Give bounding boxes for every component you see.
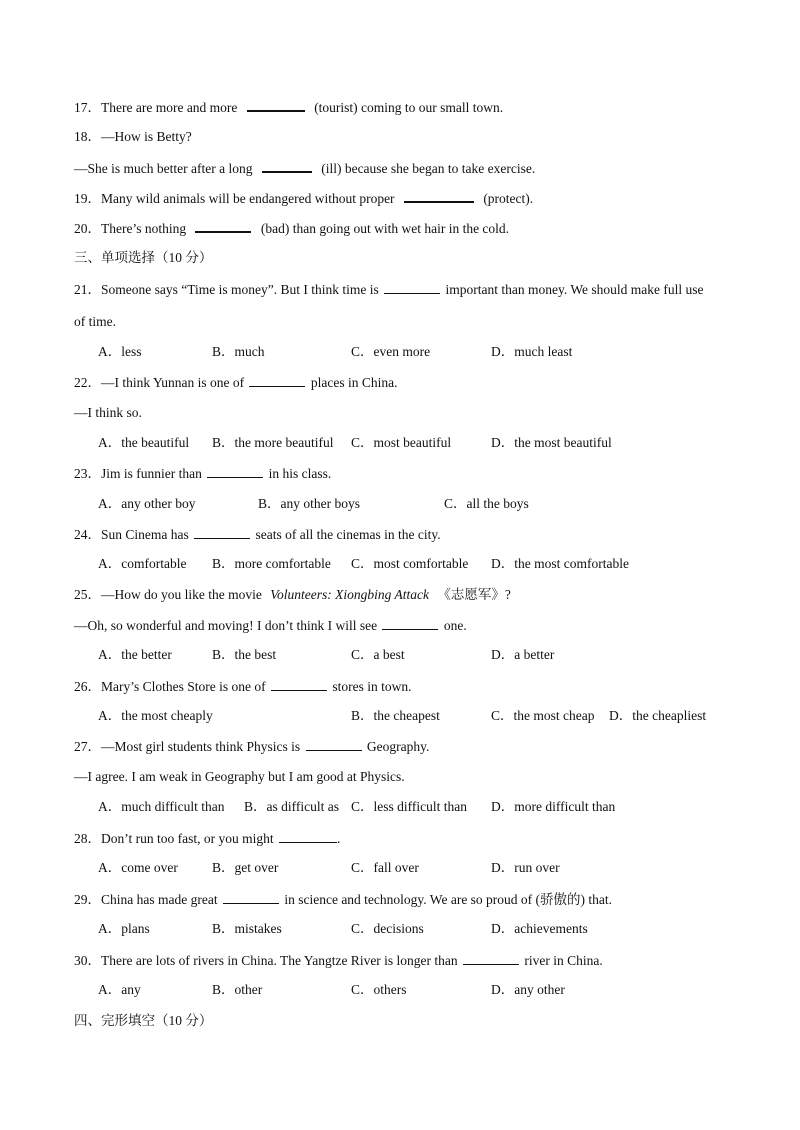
question-text: in science and technology. We are so proud of (骄傲的) that. bbox=[284, 892, 613, 907]
question-text: seats of all the cinemas in the city. bbox=[255, 527, 441, 542]
question-19 bbox=[74, 188, 533, 208]
option-c[interactable]: C．fall over bbox=[351, 860, 419, 875]
question-text: places in China. bbox=[310, 375, 398, 390]
question-18-reply bbox=[74, 158, 535, 178]
question-text: (ill) because she began to take exercise. bbox=[321, 161, 536, 176]
question-20 bbox=[74, 218, 509, 238]
option-c[interactable]: C．the most cheap bbox=[491, 708, 595, 723]
option-c[interactable]: C．others bbox=[351, 982, 407, 997]
option-a[interactable]: A．come over bbox=[98, 860, 178, 875]
question-text: . bbox=[337, 831, 341, 846]
answer-blank[interactable] bbox=[279, 829, 337, 843]
question-17 bbox=[74, 97, 503, 117]
option-d[interactable]: D．the most beautiful bbox=[491, 435, 612, 450]
option-d[interactable]: D．the cheapliest bbox=[609, 708, 707, 723]
options-30 bbox=[0, 981, 800, 999]
question-text: 18．—How is Betty? bbox=[74, 129, 192, 144]
question-text: Geography. bbox=[366, 739, 430, 754]
options-22 bbox=[0, 434, 800, 452]
question-text: 20．There’s nothing bbox=[74, 221, 187, 236]
option-b[interactable]: B．the best bbox=[212, 647, 277, 662]
options-23 bbox=[0, 495, 800, 513]
option-c[interactable]: C．less difficult than bbox=[351, 799, 467, 814]
option-b[interactable]: B．mistakes bbox=[212, 921, 282, 936]
options-26 bbox=[0, 707, 800, 725]
question-text: (tourist) coming to our small town. bbox=[314, 100, 504, 115]
options-21 bbox=[0, 343, 800, 361]
answer-blank[interactable] bbox=[306, 737, 362, 751]
answer-blank[interactable] bbox=[194, 525, 250, 539]
answer-blank[interactable] bbox=[249, 373, 305, 387]
question-25-reply bbox=[74, 616, 467, 635]
question-text: 30．There are lots of rivers in China. The Yangtze River is longer than bbox=[74, 953, 458, 968]
option-a[interactable]: A．comfortable bbox=[98, 556, 187, 571]
question-text: 25．—How do you like the movie bbox=[74, 587, 262, 602]
option-d[interactable]: D．a better bbox=[491, 647, 555, 662]
question-25 bbox=[74, 586, 511, 604]
option-b[interactable]: B．any other boys bbox=[258, 496, 360, 511]
section-4-heading: 四、完形填空（10 分） bbox=[74, 1013, 213, 1028]
options-24 bbox=[0, 555, 800, 573]
section-3-heading: 三、单项选择（10 分） bbox=[74, 250, 213, 265]
question-text: 26．Mary’s Clothes Store is one of bbox=[74, 679, 266, 694]
question-28 bbox=[74, 829, 340, 848]
option-c[interactable]: C．decisions bbox=[351, 921, 424, 936]
answer-blank[interactable] bbox=[271, 677, 327, 691]
question-text: 24．Sun Cinema has bbox=[74, 527, 189, 542]
option-c[interactable]: C．all the boys bbox=[444, 496, 529, 511]
option-d[interactable]: D．more difficult than bbox=[491, 799, 616, 814]
question-text: —Oh, so wonderful and moving! I don’t think I will see bbox=[74, 618, 378, 633]
question-text: 23．Jim is funnier than bbox=[74, 466, 202, 481]
option-b[interactable]: B．more comfortable bbox=[212, 556, 331, 571]
options-25 bbox=[0, 646, 800, 664]
options-29 bbox=[0, 920, 800, 938]
option-a[interactable]: A．plans bbox=[98, 921, 150, 936]
option-d[interactable]: D．the most comfortable bbox=[491, 556, 629, 571]
question-text: 17．There are more and more bbox=[74, 100, 238, 115]
answer-blank[interactable] bbox=[382, 616, 438, 630]
option-a[interactable]: A．the most cheaply bbox=[98, 708, 213, 723]
question-text: (protect). bbox=[483, 191, 534, 206]
question-text: 21．Someone says “Time is money”. But I think time is bbox=[74, 282, 379, 297]
option-a[interactable]: A．the beautiful bbox=[98, 435, 190, 450]
question-21 bbox=[74, 280, 704, 299]
answer-blank[interactable] bbox=[207, 464, 263, 478]
answer-blank[interactable] bbox=[247, 97, 305, 112]
option-a[interactable]: A．any other boy bbox=[98, 496, 196, 511]
options-27 bbox=[0, 798, 800, 816]
option-c[interactable]: C．most comfortable bbox=[351, 556, 469, 571]
question-text: 19．Many wild animals will be endangered without proper bbox=[74, 191, 395, 206]
option-c[interactable]: C．a best bbox=[351, 647, 405, 662]
question-22-reply: —I think so. bbox=[74, 405, 142, 420]
option-a[interactable]: A．less bbox=[98, 344, 142, 359]
question-text: 22．—I think Yunnan is one of bbox=[74, 375, 245, 390]
option-c[interactable]: C．most beautiful bbox=[351, 435, 452, 450]
question-text: river in China. bbox=[524, 953, 603, 968]
question-22 bbox=[74, 373, 397, 392]
question-30 bbox=[74, 951, 603, 970]
option-b[interactable]: B．much bbox=[212, 344, 265, 359]
question-21-continued: of time. bbox=[74, 314, 116, 329]
question-text: (bad) than going out with wet hair in the cold. bbox=[260, 221, 510, 236]
option-b[interactable]: B．get over bbox=[212, 860, 279, 875]
question-27-reply: —I agree. I am weak in Geography but I am good at Physics. bbox=[74, 769, 405, 784]
option-d[interactable]: D．much least bbox=[491, 344, 573, 359]
option-b[interactable]: B．the more beautiful bbox=[212, 435, 334, 450]
question-27 bbox=[74, 737, 429, 756]
question-24 bbox=[74, 525, 441, 544]
question-text: stores in town. bbox=[332, 679, 412, 694]
question-text: one. bbox=[443, 618, 467, 633]
question-23 bbox=[74, 464, 331, 483]
question-text: —She is much better after a long bbox=[74, 161, 253, 176]
question-text: 29．China has made great bbox=[74, 892, 218, 907]
question-text: 27．—Most girl students think Physics is bbox=[74, 739, 301, 754]
answer-blank[interactable] bbox=[384, 280, 440, 294]
movie-title-english: Volunteers: Xiongbing Attack bbox=[270, 587, 429, 602]
option-a[interactable]: A．much difficult than bbox=[98, 799, 225, 814]
question-text: in his class. bbox=[268, 466, 332, 481]
option-d[interactable]: D．run over bbox=[491, 860, 560, 875]
answer-blank[interactable] bbox=[195, 218, 251, 233]
question-29 bbox=[74, 890, 612, 909]
option-c[interactable]: C．even more bbox=[351, 344, 431, 359]
option-b[interactable]: B．the cheapest bbox=[351, 708, 440, 723]
question-26 bbox=[74, 677, 412, 696]
question-18 bbox=[74, 128, 192, 146]
answer-blank[interactable] bbox=[404, 188, 474, 203]
option-d[interactable]: D．any other bbox=[491, 982, 565, 997]
option-d[interactable]: D．achievements bbox=[491, 921, 588, 936]
option-b[interactable]: B．as difficult as bbox=[244, 799, 339, 814]
movie-title-chinese: 《志愿军》? bbox=[437, 587, 511, 602]
answer-blank[interactable] bbox=[463, 951, 519, 965]
option-b[interactable]: B．other bbox=[212, 982, 263, 997]
option-a[interactable]: A．any bbox=[98, 982, 141, 997]
options-28 bbox=[0, 859, 800, 877]
option-a[interactable]: A．the better bbox=[98, 647, 172, 662]
answer-blank[interactable] bbox=[262, 158, 312, 173]
answer-blank[interactable] bbox=[223, 890, 279, 904]
question-text: 28．Don’t run too fast, or you might bbox=[74, 831, 274, 846]
question-text: important than money. We should make full use bbox=[445, 282, 704, 297]
